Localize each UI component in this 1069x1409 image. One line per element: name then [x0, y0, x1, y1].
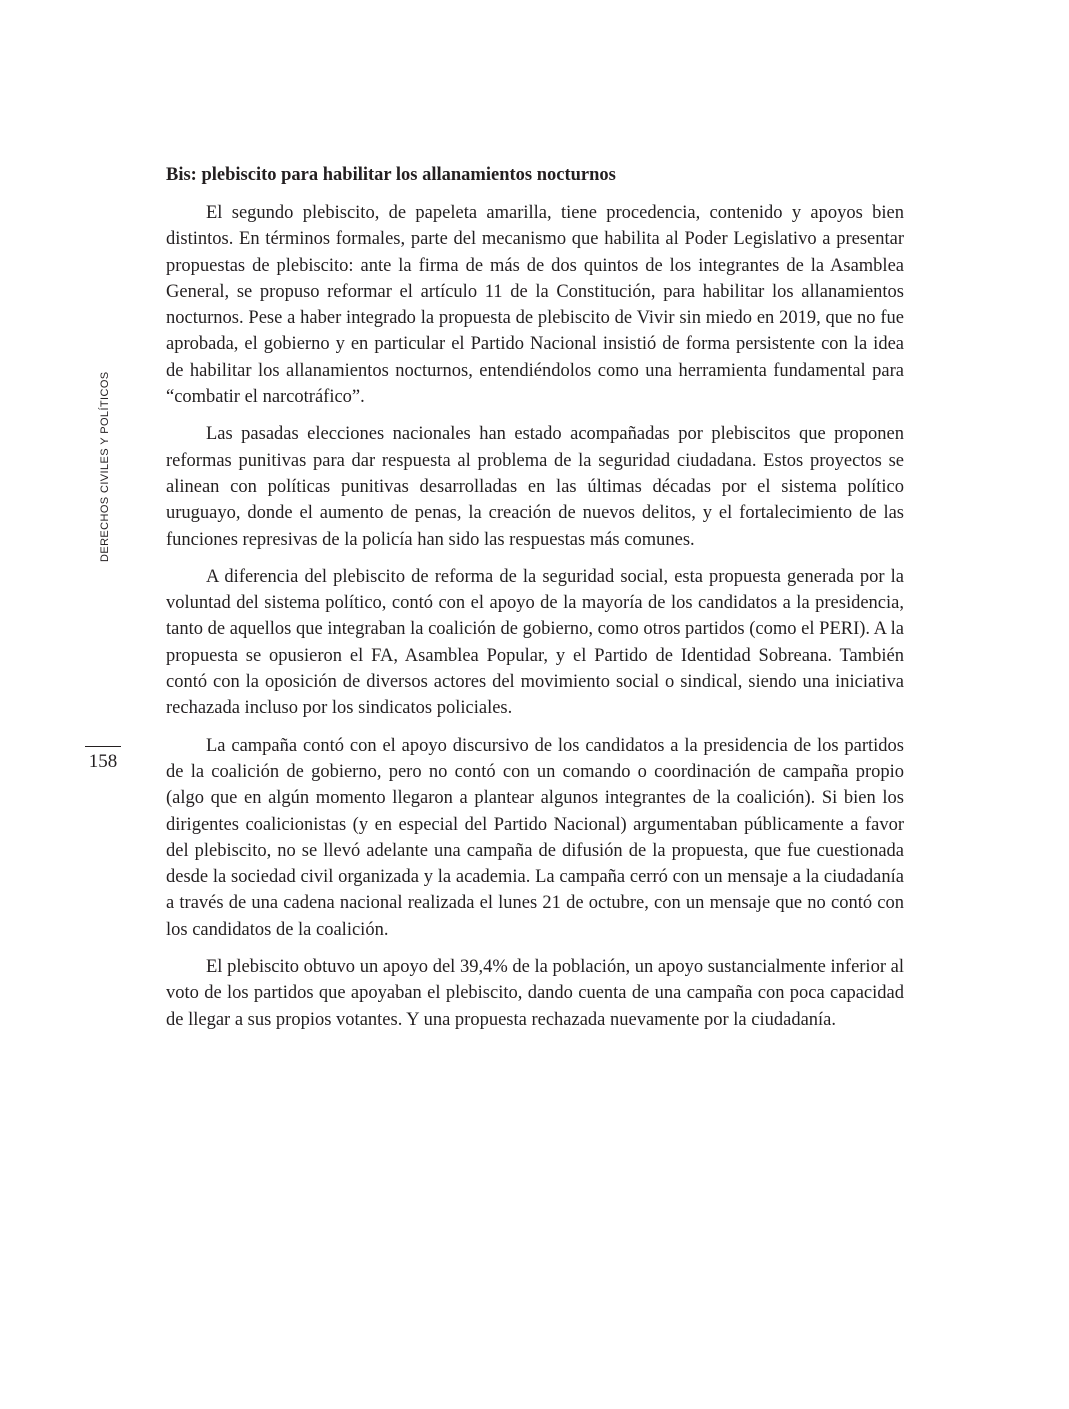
running-head: DERECHOS CIVILES Y POLÍTICOS	[99, 371, 111, 562]
section-title: Bis: plebiscito para habilitar los allanamientos nocturnos	[166, 165, 616, 185]
paragraph: El plebiscito obtuvo un apoyo del 39,4% de la población, un apoyo sustancialmente inferior al voto de los partidos que apoyaban el plebiscito, dando cuenta de una campaña con poca capacidad de llegar a sus propios votantes. Y una propuesta rechazada nuevamente por la ciudadanía.	[166, 957, 904, 1030]
page-number-rule	[85, 746, 121, 747]
page-number: 158	[88, 751, 118, 772]
body-text	[166, 200, 904, 1044]
paragraph: Las pasadas elecciones nacionales han estado acompañadas por plebiscitos que proponen reformas punitivas para dar respuesta al problema de la seguridad ciudadana. Estos proyectos se alinean con políticas punitivas desarrolladas en las últimas décadas por el sistema político uruguayo, donde el aumento de penas, la creación de nuevos delitos, y el fortalecimiento de las funciones represivas de la policía han sido las respuestas más comunes.	[166, 424, 904, 550]
paragraph: A diferencia del plebiscito de reforma de la seguridad social, esta propuesta generada por la voluntad del sistema político, contó con el apoyo de la mayoría de los candidatos a la presidencia, tanto de aquellos que integraban la coalición de gobierno, como otros partidos (como el PERI). A la propuesta se opusieron el FA, Asamblea Popular, y el Partido de Identidad Sobreana. También contó con la oposición de diversos actores del movimiento social o sindical, siendo una iniciativa rechazada incluso por los sindicatos policiales.	[166, 566, 904, 719]
paragraph: El segundo plebiscito, de papeleta amarilla, tiene procedencia, contenido y apoyos bien distintos. En términos formales, parte del mecanismo que habilita al Poder Legislativo a presentar propuestas de plebiscito: ante la firma de más de dos quintos de los integrantes de la Asamblea General, se propuso reformar el artículo 11 de la Constitución, para habilitar los allanamientos nocturnos. Pese a haber integrado la propuesta de plebiscito de Vivir sin miedo en 2019, que no fue aprobada, el gobierno y en particular el Partido Nacional insistió de forma persistente con la idea de habilitar los allanamientos nocturnos, entendiéndolos como una herramienta fundamental para “combatir el narcotráfico”.	[166, 203, 904, 408]
paragraph: La campaña contó con el apoyo discursivo de los candidatos a la presidencia de los partidos de la coalición de gobierno, pero no contó con un comando o coordinación de campaña propio (algo que en algún momento llegaron a plantear algunos integrantes de la coalición). Si bien los dirigentes coalicionistas (y en especial del Partido Nacional) argumentaban públicamente a favor del plebiscito, no se llevó adelante una campaña de difusión de la propuesta, que fue cuestionada desde la sociedad civil organizada y la academia. La campaña cerró con un mensaje a la ciudadanía a través de una cadena nacional realizada el lunes 21 de octubre, con un mensaje que no contó con los candidatos de la coalición.	[166, 735, 904, 940]
